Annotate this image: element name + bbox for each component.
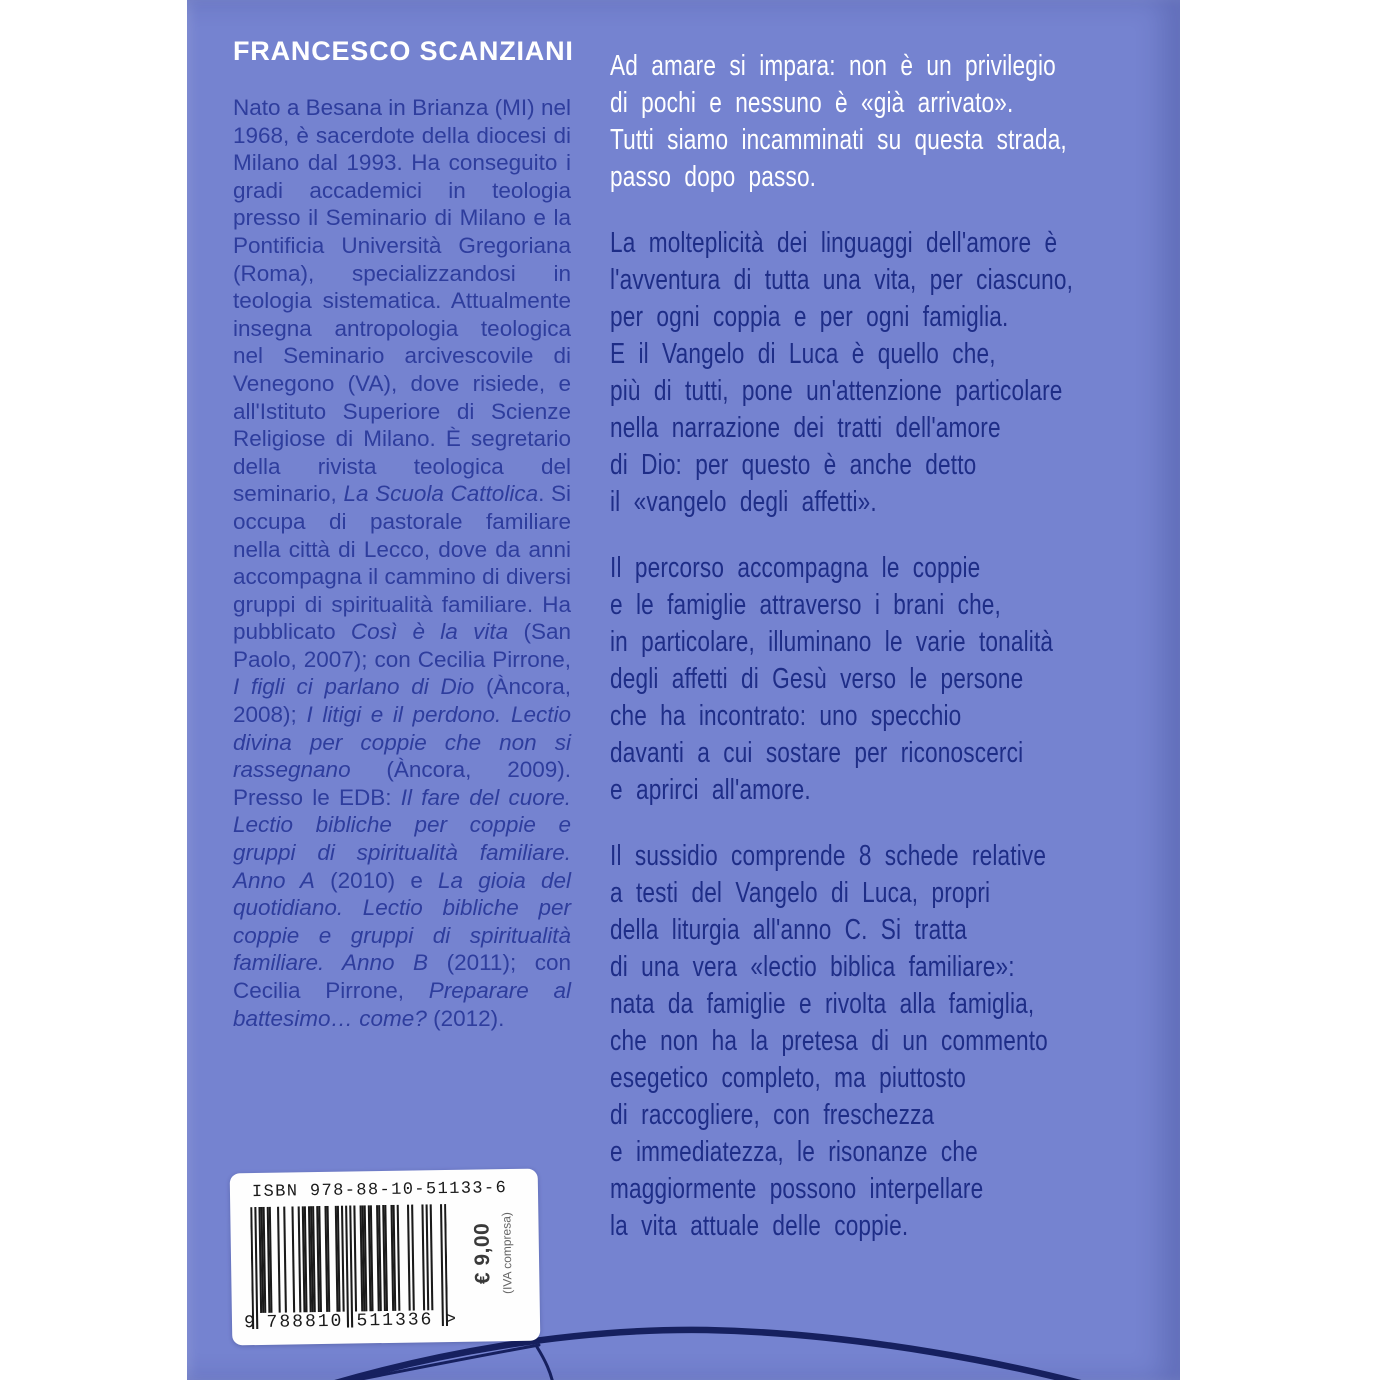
blurb-line: nella narrazione dei tratti dell'amore (610, 412, 1001, 444)
blurb-line: Il percorso accompagna le coppie (610, 552, 981, 584)
bio-text-segment: (2010) e (314, 867, 439, 893)
blurb-line: di raccogliere, con freschezza (610, 1099, 935, 1131)
blurb-line: di pochi e nessuno è «già arrivato». (610, 87, 1014, 119)
blurb-line: l'avventura di tutta una vita, per ciascuno, (610, 264, 1074, 296)
blurb-line: per ogni coppia e per ogni famiglia. (610, 301, 1009, 333)
blurb-line: esegetico completo, ma piuttosto (610, 1062, 967, 1094)
book-title-italic: I litigi e il perdono. Lectio divina per coppie che non si rassegnano (233, 702, 571, 783)
bio-text-segment: (2011); con Cecilia Pirrone, (233, 950, 571, 1003)
blurb-line: nata da famiglie e rivolta alla famiglia, (610, 988, 1035, 1020)
blurb-line: di Dio: per questo è anche detto (610, 449, 977, 481)
blurb-line: E il Vangelo di Luca è quello che, (610, 338, 996, 370)
thin-vertical-line (537, 1347, 554, 1380)
vat-note-text: (IVA compresa) (499, 1212, 515, 1295)
bio-text-segment: (2012). (426, 1005, 505, 1031)
blurb-line: a testi del Vangelo di Luca, propri (610, 877, 991, 909)
blurb-line: in particolare, illuminano le varie tonalità (610, 626, 1054, 658)
author-name-header: FRANCESCO SCANZIANI (233, 36, 574, 66)
book-title-italic: La Scuola Cattolica (343, 481, 539, 507)
barcode-digit-group2: 511336 (356, 1310, 434, 1332)
blurb-line: che non ha la pretesa di un commento (610, 1025, 1048, 1057)
book-cover (187, 0, 1180, 1380)
blurb-line: Il sussidio comprende 8 schede relative (610, 840, 1047, 872)
isbn-price-label (230, 1169, 541, 1346)
blurb-line: degli affetti di Gesù verso le persone (610, 663, 1024, 695)
blurb-line: passo dopo passo. (610, 161, 817, 193)
barcode-digit-first: 9 (243, 1313, 255, 1334)
barcode-digit-end: > (445, 1309, 457, 1331)
bio-text-segment: (Àncora, 2009). Presso le EDB: (233, 757, 571, 810)
book-title-italic: La gioia del quotidiano. Lectio bibliche per coppie e gruppi di spiritualità familiare. Anno B (233, 867, 571, 976)
blurb-line: La molteplicità dei linguaggi dell'amore è (610, 227, 1058, 259)
blurb-line: e immediatezza, le risonanze che (610, 1136, 978, 1168)
isbn-number-text: ISBN 978-88-10-51133-6 (251, 1179, 508, 1203)
book-title-italic: Preparare al battesimo… come? (233, 978, 571, 1031)
blurb-line: la vita attuale delle coppie. (610, 1210, 909, 1242)
blurb-line: di una vera «lectio biblica familiare»: (610, 951, 1015, 983)
barcode-digit-group1: 788810 (266, 1311, 344, 1333)
bio-text-segment: Nato a Besana in Brianza (MI) nel 1968, è sacerdote della diocesi di Milano dal 1993. Ha conseguito i gradi accademici in teologia presso il Seminario di Milano e la Pontificia Università Gregoriana (Roma), specializzandosi in teologia sistematica. Attualmente insegna antropologia teologica nel Seminario arcivescovile di Venegono (VA), dove risiede, e all'Istituto Superiore di Scienze Religiose di Milano. È segretario della rivista teologica del seminario, (233, 95, 571, 507)
blurb-line: davanti a cui sostare per riconoscerci (610, 737, 1024, 769)
blurb-line: il «vangelo degli affetti». (610, 486, 877, 518)
bio-text-segment: (Àncora, 2008); (233, 674, 571, 728)
blurb-line: Ad amare si impara: non è un privilegio (610, 50, 1056, 82)
blurb-line: Tutti siamo incamminati su questa strada, (610, 124, 1067, 156)
blurb-line: e aprirci all'amore. (610, 774, 811, 806)
blurb-line: e le famiglie attraverso i brani che, (610, 589, 1001, 621)
book-title-italic: I figli ci parlano di Dio (233, 674, 475, 700)
blurb-line: maggiormente possono interpellare (610, 1173, 984, 1205)
book-title-italic: Così è la vita (350, 619, 509, 645)
blurb-line: più di tutti, pone un'attenzione particolare (610, 375, 1063, 407)
price-text: € 9,00 (470, 1222, 495, 1285)
book-title-italic: Il fare del cuore. Lectio bibliche per coppie e gruppi di spiritualità familiare. Anno A (233, 784, 571, 893)
bio-text-segment: . Si occupa di pastorale familiare nella città di Lecco, dove da anni accompagna il cammino di diversi gruppi di spiritualità familiare. Ha pubblicato (233, 481, 571, 645)
blurb-line: che ha incontrato: uno specchio (610, 700, 962, 732)
bio-text-segment: (San Paolo, 2007); con Cecilia Pirrone, (233, 619, 571, 672)
barcode-digits (244, 1310, 456, 1333)
blurb-line: della liturgia all'anno C. Si tratta (610, 914, 967, 946)
